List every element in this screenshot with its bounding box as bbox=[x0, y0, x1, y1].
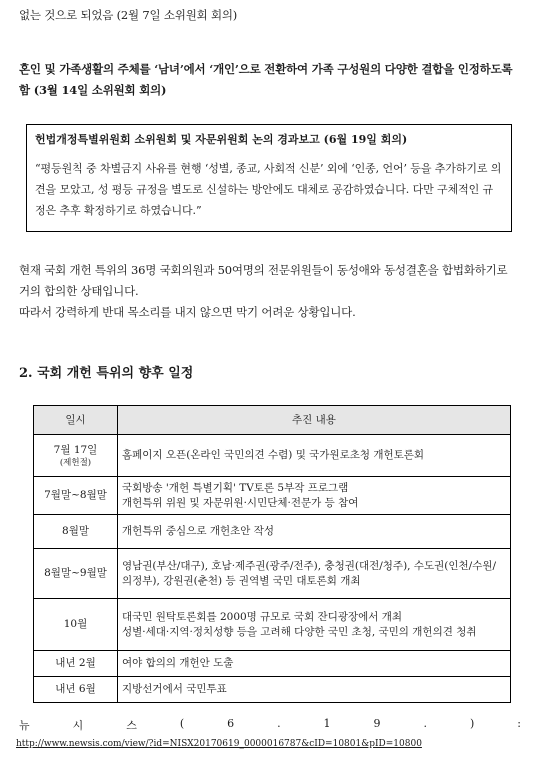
table-row bbox=[34, 651, 511, 677]
report-box-quote: “평등원칙 중 차별금지 사유를 현행 ‘성별, 종교, 사회적 신분’ 외에 ‘인종, 언어’ 등을 추가하기로 의견을 모았고, 성 평등 규정을 별도로 신설하는 방안에도 대체로 공감하였습니다. 다만 구체적인 규정은 추후 확정하기로 하였습니다.” bbox=[35, 162, 502, 217]
paragraph-current-text-2: 따라서 강력하게 반대 목소리를 내지 않으면 막기 어려운 상황입니다. bbox=[19, 305, 356, 319]
source-char: 6 bbox=[227, 717, 235, 730]
table-row bbox=[34, 599, 511, 651]
table-row bbox=[34, 677, 511, 703]
paragraph-current-text-1: 현재 국회 개헌 특위의 36명 국회의원과 50여명의 전문위원들이 동성애와 동성결혼을 합법화하기로 거의 합의한 상태입니다. bbox=[19, 263, 508, 298]
source-char: 뉴 bbox=[19, 719, 30, 732]
row-detail: 개헌특위 중심으로 개헌초안 작성 bbox=[118, 515, 511, 549]
paragraph-marriage bbox=[19, 59, 521, 101]
source-char: ) bbox=[469, 717, 475, 730]
row-detail: 여야 합의의 개헌안 도출 bbox=[118, 651, 511, 677]
top-line bbox=[19, 5, 521, 26]
row-date: 8월말~9월말 bbox=[34, 549, 118, 599]
schedule-header-row bbox=[34, 406, 511, 435]
source-char: ( bbox=[179, 717, 185, 730]
row-detail: 홈페이지 오픈(온라인 국민의견 수렴) 및 국가원로초청 개헌토론회 bbox=[118, 435, 511, 477]
source-char: 1 bbox=[323, 717, 331, 730]
table-row bbox=[34, 435, 511, 477]
schedule-table bbox=[33, 405, 511, 703]
source-char: . bbox=[277, 717, 281, 730]
row-detail: 국회방송 '개헌 특별기획' TV토론 5부작 프로그램 개헌특위 위원 및 자문위원·시민단체·전문가 등 참여 bbox=[118, 477, 511, 515]
paragraph-current bbox=[19, 260, 521, 323]
row-detail: 영남권(부산/대구), 호남·제주권(광주/전주), 충청권(대전/청주), 수도권(인천/수원/의정부), 강원권(춘천) 등 권역별 국민 대토론회 개최 bbox=[118, 549, 511, 599]
top-line-text: 없는 것으로 되었음 (2월 7일 소위원회 회의) bbox=[19, 8, 238, 22]
source-line bbox=[19, 717, 521, 733]
source-char: 9 bbox=[373, 717, 381, 730]
row-date: 8월말 bbox=[34, 515, 118, 549]
header-detail: 추진 내용 bbox=[118, 406, 511, 435]
source-url-link[interactable]: http://www.newsis.com/view/?id=NISX20170619_0000016787&cID=10801&pID=10800 bbox=[16, 739, 422, 749]
row-detail: 대국민 원탁토론회를 2000명 규모로 국회 잔디광장에서 개최 성별·세대·지역·정치성향 등을 고려해 다양한 국민 초청, 국민의 개헌의견 청취 bbox=[118, 599, 511, 651]
report-box-title: 헌법개정특별위원회 소위원회 및 자문위원회 논의 경과보고 (6월 19일 회의) bbox=[35, 133, 408, 146]
row-date: 7월말~8월말 bbox=[34, 477, 118, 515]
source-char: : bbox=[517, 717, 521, 730]
row-detail: 지방선거에서 국민투표 bbox=[118, 677, 511, 703]
row-date: 10월 bbox=[34, 599, 118, 651]
source-char: 스 bbox=[126, 719, 137, 732]
row-date-text: 7월 17일 bbox=[53, 443, 98, 456]
source-char: . bbox=[423, 717, 427, 730]
row-date: 내년 2월 bbox=[34, 651, 118, 677]
paragraph-marriage-text: 혼인 및 가족생활의 주체를 ‘남녀’에서 ‘개인’으로 전환하여 가족 구성원의 다양한 결합을 인정하도록 함 (3월 14일 소위원회 회의) bbox=[19, 62, 513, 97]
source-char: 시 bbox=[72, 719, 84, 732]
row-date-sub: (제헌절) bbox=[59, 457, 92, 468]
row-date: 내년 6월 bbox=[34, 677, 118, 703]
table-row bbox=[34, 515, 511, 549]
header-date: 일시 bbox=[34, 406, 118, 435]
report-box bbox=[26, 124, 512, 232]
row-date bbox=[34, 435, 118, 477]
section-title: 2. 국회 개헌 특위의 향후 일정 bbox=[19, 366, 194, 381]
table-row bbox=[34, 477, 511, 515]
table-row bbox=[34, 549, 511, 599]
